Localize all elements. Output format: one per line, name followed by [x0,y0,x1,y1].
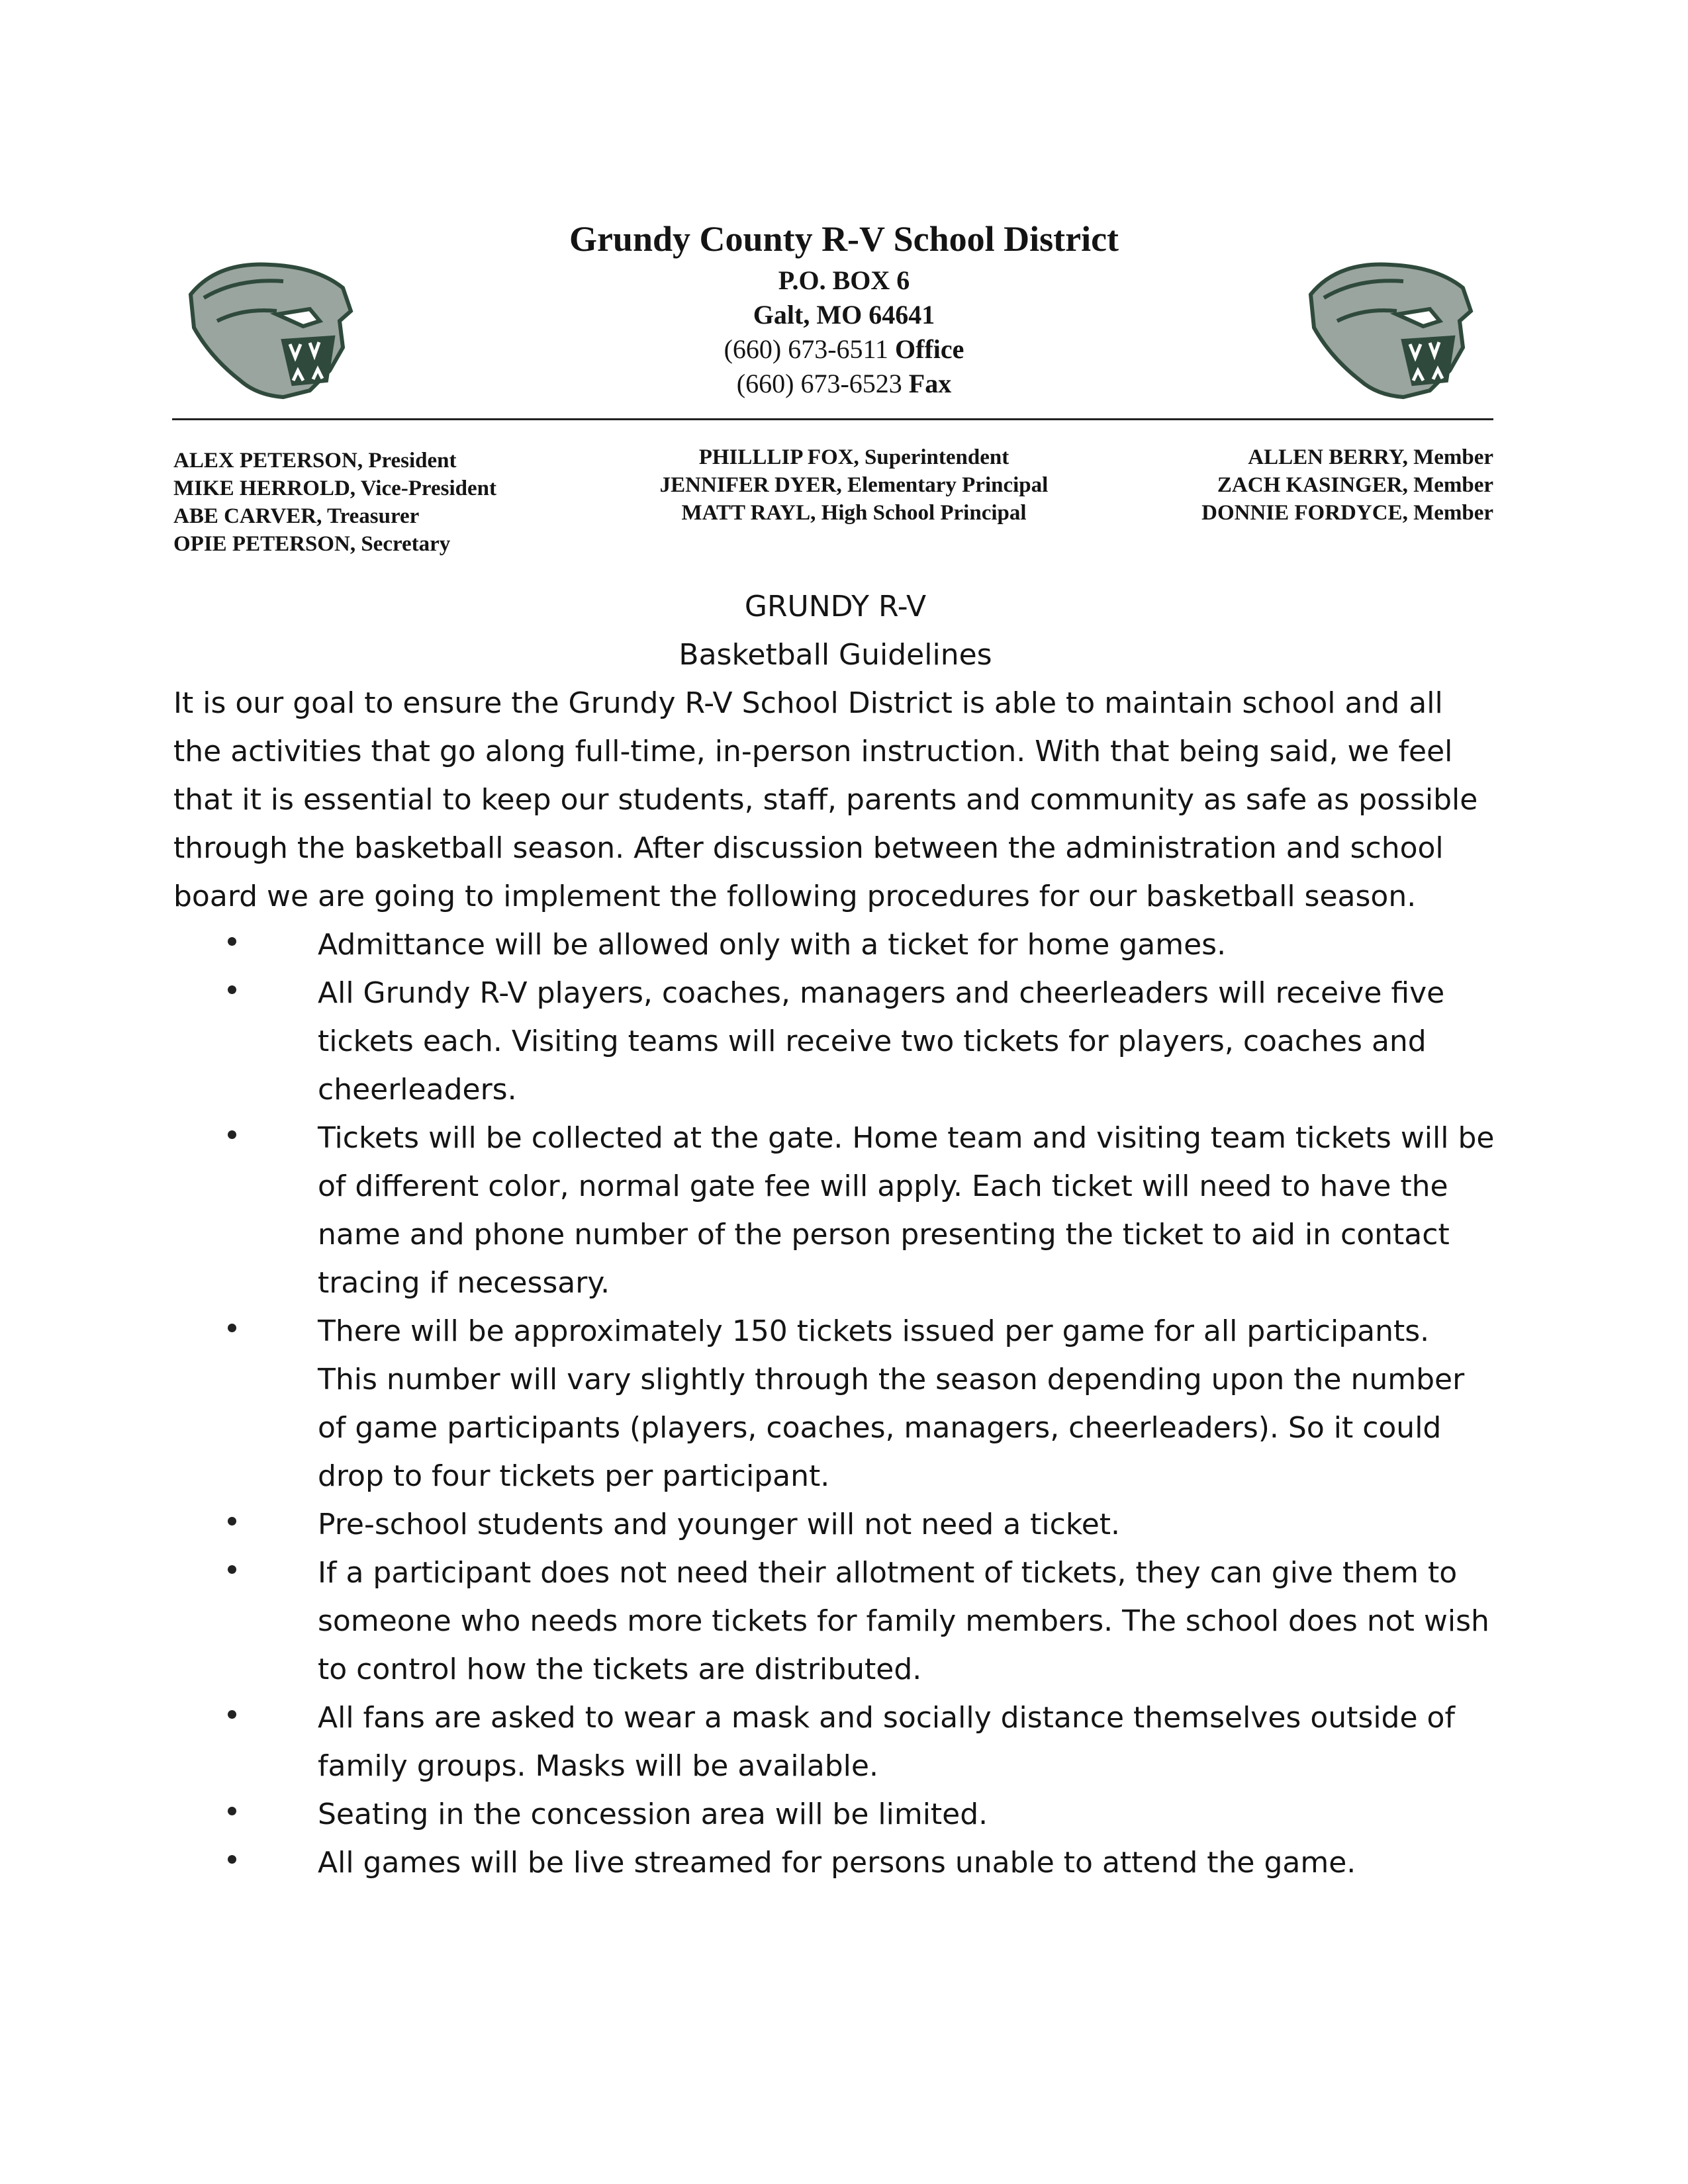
official-row: ABE CARVER, Treasurer [173,504,420,528]
document-title: GRUNDY R-V [744,590,927,623]
bullet-icon [228,1855,236,1864]
list-item: If a participant does not need their allotment of tickets, they can give them to someone who needs more tickets for family members. The school does not wish to control how the tickets are distributed. [173,1549,1497,1694]
official-row: MATT RAYL, High School Principal [681,501,1027,525]
city-address: Galt, MO 64641 [753,300,935,330]
bullet-icon [228,1517,236,1525]
official-row: ALEX PETERSON, President [173,449,457,473]
list-item: Tickets will be collected at the gate. Home team and visiting team tickets will be of different color, normal gate fee will apply. Each ticket will need to have the name and phone number of the person presenting the ticket to aid in contact tracing if necessary. [173,1114,1497,1307]
office-label: Office [895,334,964,364]
bullet-icon [228,1807,236,1815]
panther-head-icon [177,248,356,400]
letterhead [0,0,1688,569]
official-row: OPIE PETERSON, Secretary [173,532,451,556]
bullet-icon [228,985,236,994]
official-row: PHILLLIP FOX, Superintendent [698,445,1009,469]
list-item: Seating in the concession area will be limited. [173,1790,1497,1839]
official-row: ZACH KASINGER, Member [1217,473,1493,497]
po-box: P.O. BOX 6 [778,265,910,295]
fax-phone: (660) 673-6523 [736,369,902,398]
official-row: JENNIFER DYER, Elementary Principal [659,473,1049,497]
list-item: All fans are asked to wear a mask and socially distance themselves outside of family groups. Masks will be available. [173,1694,1497,1790]
list-item: Admittance will be allowed only with a ticket for home games. [173,921,1497,969]
bullet-icon [228,1565,236,1574]
bullet-icon [228,937,236,946]
fax-label: Fax [908,369,952,398]
office-phone-line [463,334,1225,365]
intro-paragraph: It is our goal to ensure the Grundy R-V School District is able to maintain school and all the activities that go along full-time, in-person instruction. With that being said, we feel that it is essential to keep our students, staff, parents and community as safe as possible through the basketball season. After discussion between the administration and school board we are going to implement the following procedures for our basketball season. [173,686,1478,913]
document-subtitle: Basketball Guidelines [679,638,992,672]
bullet-icon [228,1130,236,1139]
list-item: Pre-school students and younger will not need a ticket. [173,1500,1497,1549]
official-row: MIKE HERROLD, Vice-President [173,477,496,500]
district-name: Grundy County R-V School District [569,219,1119,259]
fax-line [463,368,1225,399]
list-item: All games will be live streamed for persons unable to attend the game. [173,1839,1497,1887]
board-officers [173,447,637,558]
guidelines-body [173,582,1497,1887]
board-members [1072,443,1493,527]
bullet-icon [228,1324,236,1332]
office-phone: (660) 673-6511 [724,334,889,364]
header-divider [172,418,1493,420]
guideline-list [173,921,1497,1887]
administration [583,443,1125,527]
bullet-icon [228,1710,236,1719]
list-item: All Grundy R-V players, coaches, managers and cheerleaders will receive five tickets each. Visiting teams will receive two tickets for players, coaches and cheerleaders. [173,969,1497,1114]
official-row: DONNIE FORDYCE, Member [1201,501,1493,525]
panther-head-icon [1297,248,1476,400]
official-row: ALLEN BERRY, Member [1248,445,1493,469]
list-item: There will be approximately 150 tickets issued per game for all participants. This number will vary slightly through the season depending upon the number of game participants (players, coaches, managers, cheerleaders). So it could drop to four tickets per participant. [173,1307,1497,1500]
